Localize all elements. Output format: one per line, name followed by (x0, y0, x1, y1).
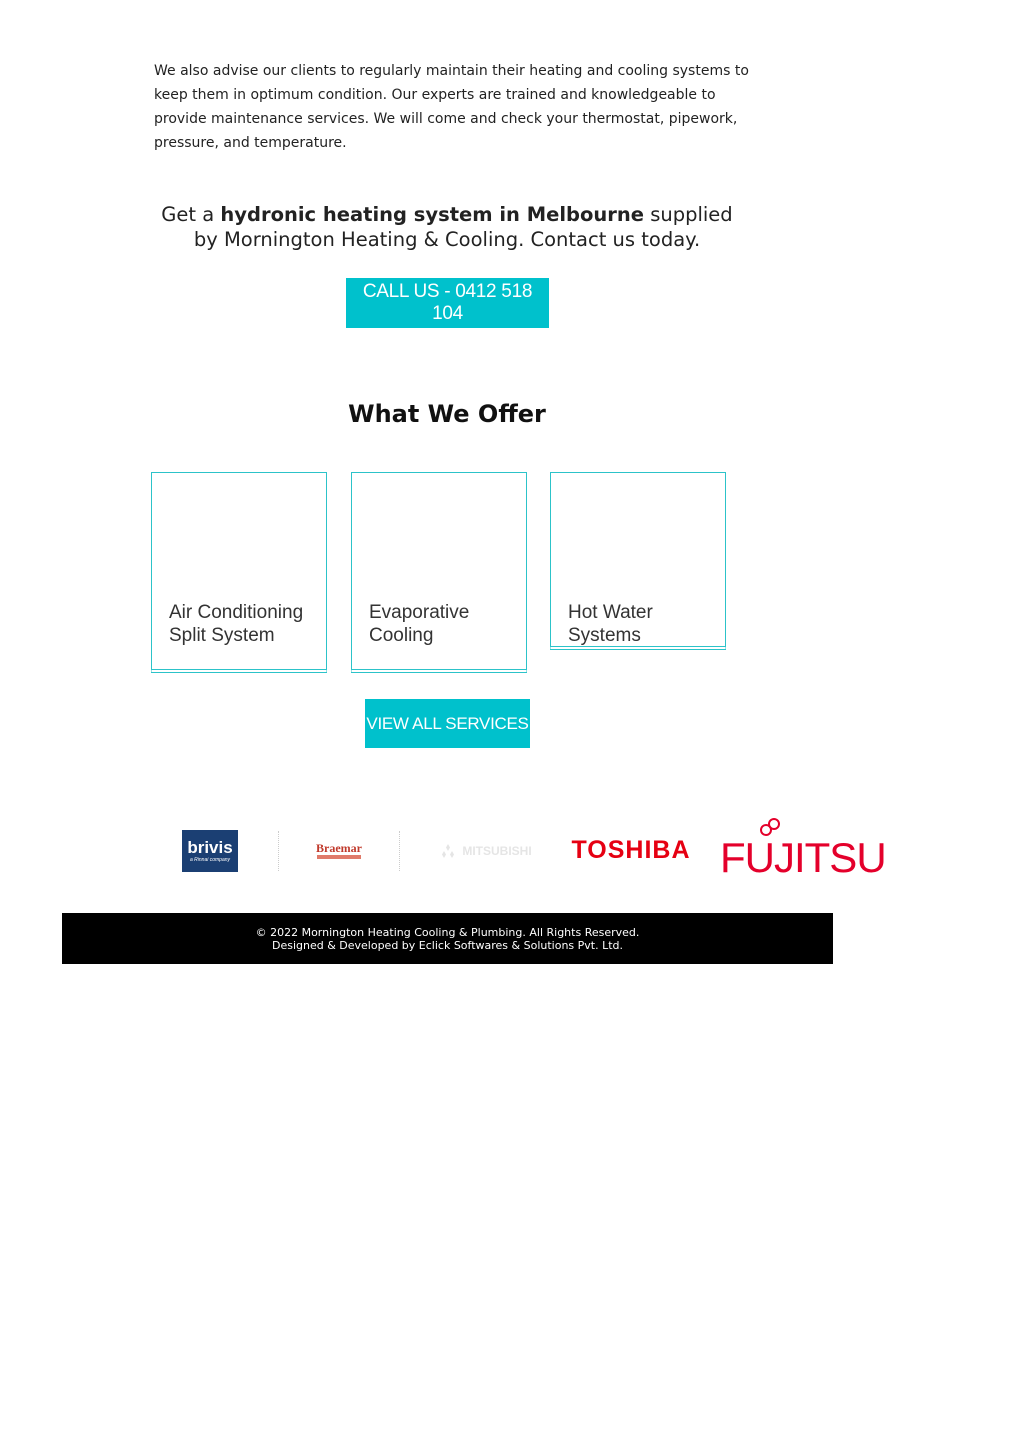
service-card-evaporative-cooling[interactable] (351, 472, 527, 673)
site-footer (62, 913, 833, 964)
service-card-label: Evaporative Cooling (369, 602, 470, 646)
intro-paragraph: We also advise our clients to regularly maintain their heating and cooling systems to keep them in optimum condition. Our experts are trained and knowledgeable to provide maintenance services. We will come and check your thermostat, pipework, pressure, and temperature. (154, 63, 749, 151)
fujitsu-logo (720, 818, 886, 883)
service-card-label: Air Conditioning Split System (169, 602, 304, 646)
brivis-logo-name: brivis (187, 837, 233, 857)
footer-credit: Designed & Developed by Eclick Softwares & Solutions Pvt. Ltd. (271, 938, 624, 952)
brivis-logo (150, 818, 270, 883)
fujitsu-logo-name: FUJITSU (720, 833, 886, 881)
section-title: What We Offer (348, 400, 546, 428)
call-us-button[interactable]: CALL US - 0412 518 104 (346, 278, 549, 328)
service-card-air-conditioning[interactable] (151, 472, 327, 673)
cta-suffix: supplied by Mornington Heating & Cooling. Contact us today. (193, 203, 733, 251)
view-all-services-button[interactable]: VIEW ALL SERVICES (365, 699, 530, 748)
braemar-logo-name: Braemar (316, 840, 362, 855)
toshiba-logo: TOSHIBA (571, 836, 691, 864)
service-card-hot-water[interactable] (550, 472, 726, 650)
fujitsu-infinity-icon (758, 818, 784, 836)
mitsubishi-logo-name: MITSUBISHI (462, 843, 532, 858)
service-card-label: Hot Water Systems (568, 602, 653, 646)
cta-highlight: hydronic heating system in Melbourne (220, 203, 644, 226)
brand-logo-carousel (130, 818, 886, 883)
footer-copyright: © 2022 Mornington Heating Cooling & Plumbing. All Rights Reserved. (255, 925, 640, 939)
mitsubishi-diamonds-icon (440, 844, 456, 858)
braemar-logo-bar (317, 855, 361, 859)
cta-text (154, 202, 740, 252)
brivis-logo-tagline: a Rinnai company (189, 856, 231, 863)
braemar-logo (278, 818, 400, 883)
cta-prefix: Get a (161, 203, 221, 226)
mitsubishi-logo (426, 818, 546, 883)
